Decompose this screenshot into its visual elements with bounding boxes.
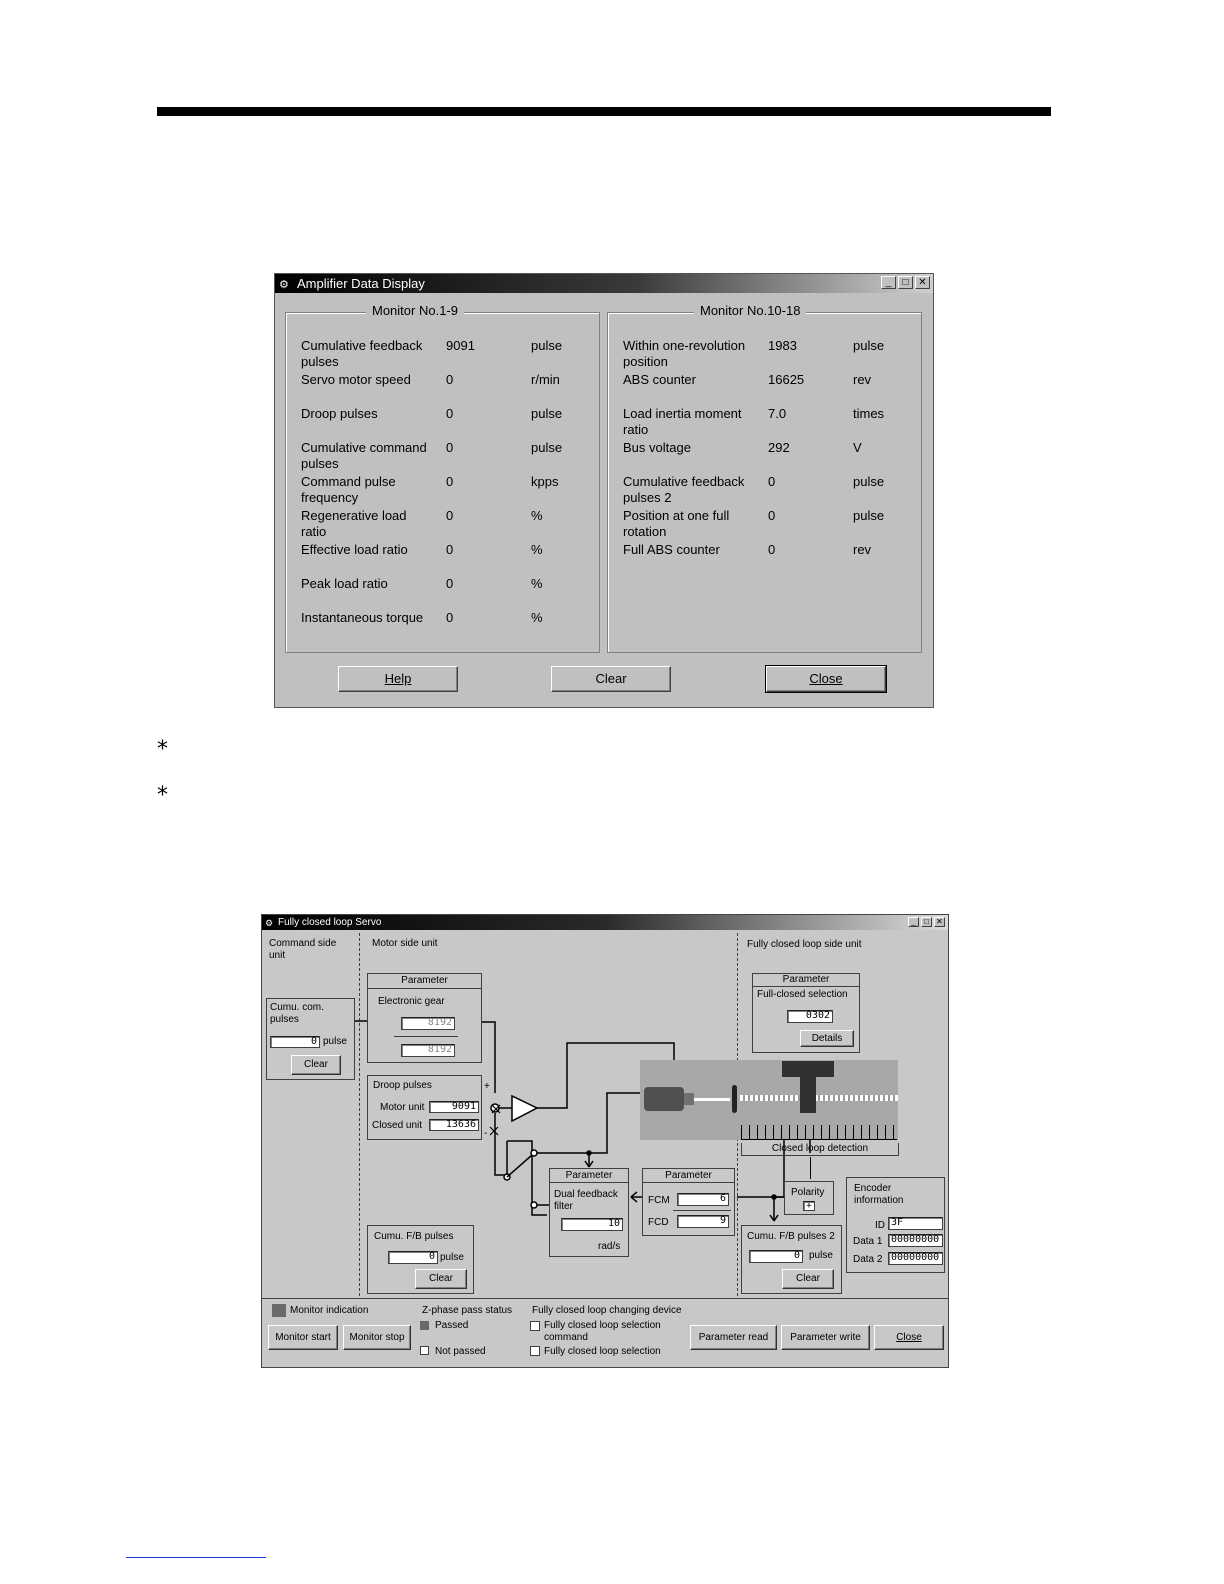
app-icon: ⚙ <box>279 279 289 291</box>
monitor-label: ABS counter <box>623 372 696 387</box>
closed-unit-label: Closed unit <box>372 1120 423 1131</box>
motor-flange-icon <box>684 1093 694 1105</box>
closed-unit-field: 13636 <box>429 1119 479 1131</box>
rad-s-unit: rad/s <box>598 1241 621 1252</box>
minimize-icon[interactable]: _ <box>908 917 919 927</box>
monitor-unit: pulse <box>531 440 563 455</box>
connector-line <box>810 1157 811 1179</box>
clear-com-button[interactable]: Clear <box>291 1055 341 1075</box>
encoder-information-panel <box>846 1177 945 1273</box>
parameter-write-button[interactable]: Parameter write <box>781 1325 870 1350</box>
parameter-header: Parameter <box>753 974 859 987</box>
window-title: Amplifier Data Display <box>297 276 425 291</box>
monitor-start-button[interactable]: Monitor start <box>268 1325 338 1350</box>
monitor-unit: pulse <box>531 406 563 421</box>
dual-feedback-filter-label: Dual feedback filter <box>554 1189 618 1212</box>
monitor-value: 0 <box>446 542 454 557</box>
monitor-unit: % <box>531 542 543 557</box>
minus-sign: - <box>484 1128 488 1139</box>
unit-label: pulse <box>323 1036 347 1047</box>
group-title: Monitor No.1-9 <box>366 303 464 318</box>
monitor-value: 0 <box>446 440 454 455</box>
monitor-label: Cumulative command pulses <box>301 440 427 471</box>
passed-indicator <box>420 1321 429 1330</box>
monitor-group-1-9 <box>285 303 600 653</box>
cumu-fb-field: 0 <box>388 1251 438 1264</box>
monitor-value: 292 <box>768 440 790 455</box>
encoder-information-label: Encoder information <box>854 1183 904 1206</box>
monitor-unit: pulse <box>531 338 563 353</box>
cumu-fb2-label: Cumu. F/B pulses 2 <box>747 1231 835 1242</box>
fcm-field: 6 <box>677 1193 729 1206</box>
monitor-unit: rev <box>853 542 872 557</box>
gear-denominator-field: 8192 <box>401 1044 455 1057</box>
command-side-label: Command side unit <box>269 938 337 961</box>
option-selection-checkbox[interactable] <box>530 1346 540 1356</box>
changing-device-title: Fully closed loop changing device <box>532 1305 682 1316</box>
table-stem-icon <box>800 1077 816 1113</box>
motor-side-label: Motor side unit <box>372 938 438 949</box>
fcm-label: FCM <box>648 1195 670 1206</box>
full-closed-selection-field: 0302 <box>787 1010 833 1023</box>
parameter-fcm-fcd <box>642 1168 735 1236</box>
closed-loop-detection-label: Closed loop detection <box>741 1143 899 1156</box>
motor-unit-field: 9091 <box>429 1101 479 1113</box>
monitor-label: Bus voltage <box>623 440 691 455</box>
cumu-fb-pulses-2-panel <box>741 1225 842 1294</box>
ball-screw-icon <box>740 1095 898 1101</box>
monitor-unit: % <box>531 508 543 523</box>
monitor-unit: pulse <box>853 474 885 489</box>
parameter-header: Parameter <box>550 1169 628 1183</box>
monitor-unit: r/min <box>531 372 560 387</box>
monitor-value: 16625 <box>768 372 805 387</box>
droop-pulses-label: Droop pulses <box>373 1080 432 1091</box>
footnote-marker-2: * <box>157 783 168 808</box>
clear-button[interactable] <box>551 666 671 692</box>
close-icon[interactable]: ✕ <box>934 917 945 927</box>
monitor-unit: % <box>531 610 543 625</box>
title-bar[interactable] <box>275 274 933 293</box>
group-title: Monitor No.10-18 <box>694 303 806 318</box>
monitor-indication-label: Monitor indication <box>290 1305 369 1316</box>
maximize-icon[interactable]: □ <box>898 276 913 289</box>
data1-label: Data 1 <box>853 1236 883 1247</box>
monitor-indication-swatch <box>272 1304 286 1317</box>
monitor-value: 0 <box>446 576 454 591</box>
monitor-group-10-18 <box>607 303 922 653</box>
data2-field: 00000000 <box>888 1252 943 1265</box>
fully-closed-loop-servo-window <box>261 914 949 1368</box>
close-icon[interactable]: ✕ <box>915 276 930 289</box>
close-label: Close <box>809 671 843 686</box>
monitor-unit: % <box>531 576 543 591</box>
monitor-stop-button[interactable]: Monitor stop <box>343 1325 411 1350</box>
monitor-unit: pulse <box>853 508 885 523</box>
fraction-line <box>673 1210 731 1211</box>
polarity-field: + <box>803 1201 815 1211</box>
parameter-read-button[interactable]: Parameter read <box>690 1325 777 1350</box>
servo-motor-icon <box>644 1087 684 1111</box>
details-button[interactable]: Details <box>800 1030 854 1047</box>
monitor-label: Peak load ratio <box>301 576 388 591</box>
monitor-value: 0 <box>446 406 454 421</box>
window-title: Fully closed loop Servo <box>278 917 382 928</box>
option-selection-label: Fully closed loop selection <box>544 1346 661 1357</box>
electronic-gear-label: Electronic gear <box>378 996 445 1007</box>
monitor-label: Cumulative feedback pulses <box>301 338 423 369</box>
monitor-label: Within one-revolution position <box>623 338 746 369</box>
monitor-label: Command pulse frequency <box>301 474 396 505</box>
help-button[interactable] <box>338 666 458 692</box>
clear-fb2-button[interactable]: Clear <box>782 1269 834 1289</box>
bottom-divider <box>262 1298 948 1299</box>
monitor-value: 0 <box>768 474 776 489</box>
parameter-dual-feedback-filter <box>549 1168 629 1257</box>
monitor-unit: V <box>853 440 862 455</box>
fcd-field: 9 <box>677 1215 729 1228</box>
z-phase-title: Z-phase pass status <box>422 1305 513 1316</box>
unit-label: pulse <box>809 1250 833 1261</box>
monitor-value: 0 <box>446 508 454 523</box>
option-selection-command-checkbox[interactable] <box>530 1321 540 1331</box>
fcd-label: FCD <box>648 1217 669 1228</box>
full-closed-selection-label: Full-closed selection <box>757 989 848 1000</box>
monitor-label: Load inertia moment ratio <box>623 406 742 437</box>
clear-label: Clear <box>595 671 627 686</box>
data1-field: 00000000 <box>888 1234 943 1247</box>
minimize-icon[interactable]: _ <box>881 276 896 289</box>
table-top-icon <box>782 1061 834 1077</box>
id-label: ID <box>875 1220 885 1231</box>
gear-numerator-field: 8192 <box>401 1017 455 1030</box>
not-passed-indicator <box>420 1346 429 1355</box>
monitor-unit: kpps <box>531 474 559 489</box>
help-label: Help <box>384 671 412 686</box>
monitor-label: Instantaneous torque <box>301 610 424 625</box>
monitor-value: 7.0 <box>768 406 787 421</box>
monitor-label: Position at one full rotation <box>623 508 730 539</box>
monitor-unit: pulse <box>853 338 885 353</box>
cumu-com-field: 0 <box>270 1036 320 1048</box>
cumu-fb-pulses-panel <box>367 1225 474 1294</box>
monitor-value: 0 <box>446 610 454 625</box>
monitor-unit: rev <box>853 372 872 387</box>
monitor-label: Droop pulses <box>301 406 378 421</box>
polarity-panel <box>784 1181 834 1215</box>
polarity-label: Polarity <box>791 1187 825 1198</box>
monitor-label: Full ABS counter <box>623 542 720 557</box>
footer-rule <box>126 1557 266 1558</box>
monitor-value: 0 <box>446 372 454 387</box>
close-button[interactable]: Close <box>874 1325 944 1350</box>
parameter-full-closed-selection <box>752 973 860 1053</box>
shaft-icon <box>694 1098 730 1101</box>
data2-label: Data 2 <box>853 1254 883 1265</box>
fully-closed-side-label: Fully closed loop side unit <box>747 939 862 950</box>
close-button[interactable] <box>766 666 886 692</box>
monitor-value: 0 <box>768 508 776 523</box>
monitor-value: 0 <box>768 542 776 557</box>
coupling-icon <box>732 1085 737 1113</box>
app-icon: ⚙ <box>265 918 274 928</box>
page-header-rule <box>157 107 1051 116</box>
monitor-value: 1983 <box>768 338 797 353</box>
amplifier-data-display-window <box>274 273 934 708</box>
dual-feedback-filter-field: 10 <box>561 1218 623 1231</box>
monitor-value: 9091 <box>446 338 475 353</box>
motor-unit-label: Motor unit <box>380 1102 425 1113</box>
passed-label: Passed <box>435 1320 469 1331</box>
monitor-label: Effective load ratio <box>301 542 408 557</box>
parameter-header: Parameter <box>643 1169 734 1183</box>
cumu-fb2-field: 0 <box>749 1250 803 1263</box>
clear-fb-button[interactable]: Clear <box>415 1269 467 1289</box>
monitor-label: Servo motor speed <box>301 372 411 387</box>
monitor-label: Regenerative load ratio <box>301 508 407 539</box>
monitor-label: Cumulative feedback pulses 2 <box>623 474 745 505</box>
monitor-value: 0 <box>446 474 454 489</box>
id-field: 3F <box>888 1217 943 1230</box>
option-selection-command-label: Fully closed loop selection command <box>544 1320 661 1343</box>
cumu-fb-label: Cumu. F/B pulses <box>374 1231 454 1242</box>
plus-sign: + <box>484 1081 490 1092</box>
unit-label: pulse <box>440 1252 464 1263</box>
monitor-unit: times <box>853 406 885 421</box>
cumu-com-label: Cumu. com. pulses <box>270 1002 324 1025</box>
parameter-header: Parameter <box>368 974 481 989</box>
footnote-marker-1: * <box>157 737 168 762</box>
linear-scale-icon <box>741 1125 897 1140</box>
maximize-icon[interactable]: □ <box>921 917 932 927</box>
not-passed-label: Not passed <box>435 1346 486 1357</box>
